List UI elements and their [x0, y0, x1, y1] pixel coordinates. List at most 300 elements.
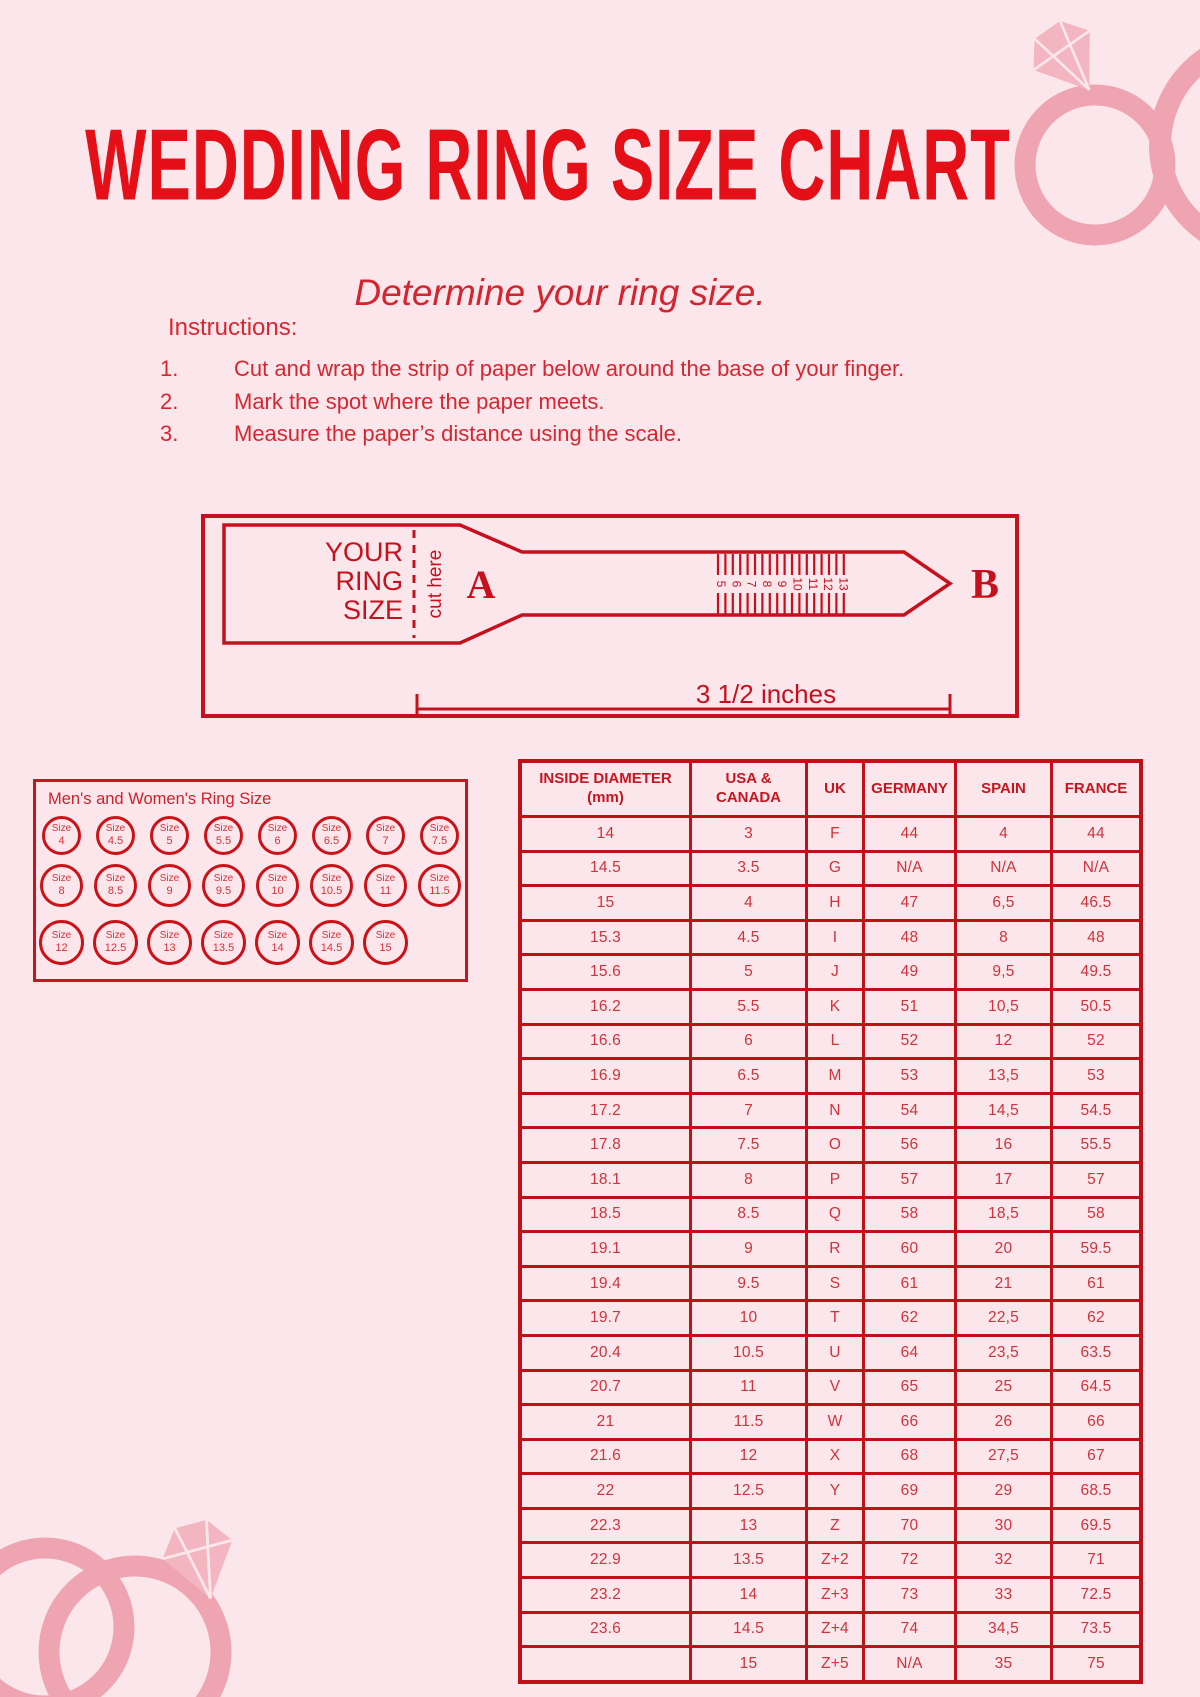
table-cell: 8: [691, 1162, 807, 1197]
ring-size-value: 14: [271, 941, 284, 954]
sizer-label-line1: YOUR: [324, 537, 403, 567]
table-cell: 15.3: [520, 920, 691, 955]
table-row: [520, 1059, 1141, 1094]
table-cell: 73: [864, 1578, 956, 1613]
ruler-scale-number: 6: [729, 580, 744, 588]
table-cell: 63.5: [1052, 1335, 1142, 1370]
table-cell: 58: [864, 1197, 956, 1232]
ring-size-word: Size: [321, 873, 342, 885]
table-cell: R: [807, 1232, 864, 1267]
table-cell: 65: [864, 1370, 956, 1405]
table-cell: 55.5: [1052, 1128, 1142, 1163]
table-cell: 20.7: [520, 1370, 691, 1405]
ring-size-value: 7.5: [431, 834, 448, 847]
ring-size-circle: [96, 816, 135, 855]
table-cell: U: [807, 1335, 864, 1370]
table-cell: 13: [691, 1508, 807, 1543]
table-row: [520, 1543, 1141, 1578]
table-cell: 22: [520, 1474, 691, 1509]
table-header-line: UK: [824, 779, 846, 797]
ring-size-word: Size: [159, 823, 180, 835]
table-column-header: [520, 761, 691, 817]
table-cell: 44: [864, 817, 956, 852]
table-row: [520, 1266, 1141, 1301]
table-row: [520, 851, 1141, 886]
table-cell: Z+3: [807, 1578, 864, 1613]
ring-size-word: Size: [429, 823, 450, 835]
ruler-scale-number: 5: [714, 580, 728, 588]
table-cell: V: [807, 1370, 864, 1405]
table-cell: 22.9: [520, 1543, 691, 1578]
table-cell: F: [807, 817, 864, 852]
table-cell: 6: [691, 1024, 807, 1059]
ring-size-circle: [93, 920, 138, 965]
table-cell: 11: [691, 1370, 807, 1405]
ring-size-word: Size: [429, 873, 450, 885]
ring-size-word: Size: [159, 930, 180, 942]
ring-sizes-panel-title: Men's and Women's Ring Size: [48, 790, 272, 808]
table-row: [520, 1093, 1141, 1128]
ring-size-word: Size: [159, 873, 180, 885]
table-cell: 72: [864, 1543, 956, 1578]
table-cell: Q: [807, 1197, 864, 1232]
table-cell: Z+5: [807, 1647, 864, 1682]
table-cell: 6,5: [956, 886, 1052, 921]
ring-size-value: 11: [379, 884, 392, 897]
ring-size-value: 12.5: [104, 941, 127, 954]
table-cell: M: [807, 1059, 864, 1094]
ring-size-circle: [255, 920, 300, 965]
table-cell: P: [807, 1162, 864, 1197]
table-cell: J: [807, 955, 864, 990]
table-cell: 61: [864, 1266, 956, 1301]
table-cell: T: [807, 1301, 864, 1336]
table-cell: 61: [1052, 1266, 1142, 1301]
table-cell: 75: [1052, 1647, 1142, 1682]
ring-size-word: Size: [105, 873, 126, 885]
table-cell: 73.5: [1052, 1612, 1142, 1647]
ring-size-conversion-table: [518, 759, 1143, 1684]
instruction-text: Cut and wrap the strip of paper below around the base of your finger.: [234, 356, 905, 381]
cut-here-label: cut here: [425, 549, 446, 619]
table-cell: 23.6: [520, 1612, 691, 1647]
table-cell: 16.6: [520, 1024, 691, 1059]
ring-size-value: 13: [163, 941, 176, 954]
table-cell: 14,5: [956, 1093, 1052, 1128]
ring-size-word: Size: [375, 873, 396, 885]
table-cell: 57: [1052, 1162, 1142, 1197]
table-cell: 20.4: [520, 1335, 691, 1370]
table-cell: 33: [956, 1578, 1052, 1613]
table-cell: O: [807, 1128, 864, 1163]
table-cell: 13,5: [956, 1059, 1052, 1094]
table-cell: H: [807, 886, 864, 921]
length-label: 3 1/2 inches: [695, 679, 837, 709]
table-row: [520, 1439, 1141, 1474]
table-cell: 10: [691, 1301, 807, 1336]
table-cell: 21: [520, 1405, 691, 1440]
ring-size-word: Size: [51, 930, 72, 942]
ring-size-value: 6.5: [323, 834, 340, 847]
ring-size-value: 6: [274, 834, 281, 847]
table-column-header: [1052, 761, 1142, 817]
table-cell: 22,5: [956, 1301, 1052, 1336]
table-cell: 68.5: [1052, 1474, 1142, 1509]
table-cell: 15: [520, 886, 691, 921]
ring-size-circle-row: [39, 920, 408, 965]
table-row: [520, 817, 1141, 852]
ring-size-circle: [94, 864, 137, 907]
table-cell: 14.5: [691, 1612, 807, 1647]
ring-size-circle: [148, 864, 191, 907]
table-row: [520, 955, 1141, 990]
instruction-text: Mark the spot where the paper meets.: [234, 388, 605, 414]
ring-size-circle: [42, 816, 81, 855]
table-cell: [520, 1647, 691, 1682]
table-cell: 5.5: [691, 989, 807, 1024]
table-header-line: (mm): [587, 789, 624, 806]
table-cell: 25: [956, 1370, 1052, 1405]
table-cell: 20: [956, 1232, 1052, 1267]
table-cell: 26: [956, 1405, 1052, 1440]
table-cell: 8: [956, 920, 1052, 955]
ring-size-word: Size: [51, 823, 72, 835]
table-cell: I: [807, 920, 864, 955]
table-cell: 69: [864, 1474, 956, 1509]
ruler-scale-number: 11: [805, 577, 820, 591]
table-cell: 53: [1052, 1059, 1142, 1094]
ring-size-value: 9.5: [215, 884, 232, 897]
table-cell: 6.5: [691, 1059, 807, 1094]
table-cell: 62: [1052, 1301, 1142, 1336]
table-header-line: INSIDE DIAMETER: [539, 770, 672, 788]
table-cell: 9: [691, 1232, 807, 1267]
table-cell: 64: [864, 1335, 956, 1370]
table-cell: 44: [1052, 817, 1142, 852]
table-header-line: FRANCE: [1064, 779, 1128, 797]
ring-size-value: 4: [58, 834, 65, 847]
table-cell: 66: [1052, 1405, 1142, 1440]
ring-size-circle-row: [42, 816, 459, 855]
table-cell: X: [807, 1439, 864, 1474]
conversion-table-body: [520, 817, 1141, 1682]
table-cell: 16.9: [520, 1059, 691, 1094]
table-cell: 4.5: [691, 920, 807, 955]
table-cell: 64.5: [1052, 1370, 1142, 1405]
table-cell: 12: [691, 1439, 807, 1474]
table-cell: 17.2: [520, 1093, 691, 1128]
ring-size-value: 8.5: [107, 884, 124, 897]
table-cell: 46.5: [1052, 886, 1142, 921]
table-cell: 53: [864, 1059, 956, 1094]
table-cell: 35: [956, 1647, 1052, 1682]
instructions-heading: Instructions:: [168, 314, 298, 341]
table-cell: 3.5: [691, 851, 807, 886]
ruler-scale-number: 13: [836, 577, 851, 591]
table-cell: 7: [691, 1093, 807, 1128]
table-cell: Y: [807, 1474, 864, 1509]
ring-size-circle: [147, 920, 192, 965]
ring-size-circle: [312, 816, 351, 855]
ring-size-value: 8: [58, 884, 65, 897]
table-cell: 22.3: [520, 1508, 691, 1543]
table-cell: 17.8: [520, 1128, 691, 1163]
table-cell: 69.5: [1052, 1508, 1142, 1543]
table-cell: 17: [956, 1162, 1052, 1197]
table-row: [520, 1162, 1141, 1197]
ring-size-word: Size: [105, 823, 126, 835]
instruction-item: [160, 418, 1060, 451]
table-cell: G: [807, 851, 864, 886]
table-cell: 58: [1052, 1197, 1142, 1232]
table-row: [520, 1474, 1141, 1509]
instruction-number: 1.: [160, 356, 179, 381]
table-cell: 21: [956, 1266, 1052, 1301]
ring-size-circle: [202, 864, 245, 907]
page-title: WEDDING RING SIZE CHART: [85, 107, 1011, 221]
ring-size-value: 10: [271, 884, 284, 897]
decorative-rings-bottom-left-image: [0, 1397, 330, 1697]
table-row: [520, 1578, 1141, 1613]
table-cell: 68: [864, 1439, 956, 1474]
ring-size-value: 13.5: [212, 941, 235, 954]
table-column-header: [807, 761, 864, 817]
table-row: [520, 886, 1141, 921]
table-cell: 16: [956, 1128, 1052, 1163]
table-cell: 4: [691, 886, 807, 921]
table-column-header: [864, 761, 956, 817]
table-cell: 9,5: [956, 955, 1052, 990]
ring-size-value: 15: [379, 941, 392, 954]
ruler-scale-number: 10: [790, 577, 805, 591]
ring-size-word: Size: [213, 930, 234, 942]
table-cell: 18,5: [956, 1197, 1052, 1232]
conversion-table-header: [520, 761, 1141, 817]
table-cell: 19.4: [520, 1266, 691, 1301]
instructions-list: [160, 353, 1060, 451]
table-header-line: USA &: [725, 770, 772, 788]
table-cell: 62: [864, 1301, 956, 1336]
ring-size-circle: [256, 864, 299, 907]
ring-size-circle: [39, 920, 84, 965]
table-cell: 52: [1052, 1024, 1142, 1059]
sizer-label-line2: RING: [335, 566, 403, 596]
ring-size-word: Size: [105, 930, 126, 942]
ruler-scale-number: 9: [775, 580, 790, 588]
table-row: [520, 1024, 1141, 1059]
table-row: [520, 920, 1141, 955]
table-row: [520, 1508, 1141, 1543]
ring-size-value: 9: [166, 884, 173, 897]
ring-size-word: Size: [267, 873, 288, 885]
table-cell: 18.1: [520, 1162, 691, 1197]
table-cell: 4: [956, 817, 1052, 852]
table-cell: 5: [691, 955, 807, 990]
table-cell: N/A: [956, 851, 1052, 886]
table-cell: L: [807, 1024, 864, 1059]
table-cell: 10,5: [956, 989, 1052, 1024]
ring-size-circle: [364, 864, 407, 907]
table-cell: 32: [956, 1543, 1052, 1578]
ring-size-circle-row: [40, 864, 461, 907]
table-cell: 54.5: [1052, 1093, 1142, 1128]
table-row: [520, 1335, 1141, 1370]
ring-size-word: Size: [213, 873, 234, 885]
ring-size-word: Size: [51, 873, 72, 885]
table-row: [520, 1405, 1141, 1440]
table-cell: 14: [520, 817, 691, 852]
ring-size-word: Size: [267, 930, 288, 942]
table-cell: 51: [864, 989, 956, 1024]
table-cell: 21.6: [520, 1439, 691, 1474]
ring-size-word: Size: [267, 823, 288, 835]
ring-size-word: Size: [321, 930, 342, 942]
table-cell: 48: [1052, 920, 1142, 955]
ring-size-value: 14.5: [320, 941, 343, 954]
table-cell: 8.5: [691, 1197, 807, 1232]
ring-size-circle: [150, 816, 189, 855]
table-cell: K: [807, 989, 864, 1024]
table-cell: Z: [807, 1508, 864, 1543]
ring-size-circle: [309, 920, 354, 965]
ring-size-circle: [310, 864, 353, 907]
table-cell: 66: [864, 1405, 956, 1440]
table-cell: 16.2: [520, 989, 691, 1024]
table-cell: 15.6: [520, 955, 691, 990]
table-column-header: [691, 761, 807, 817]
table-cell: 7.5: [691, 1128, 807, 1163]
table-cell: N/A: [864, 851, 956, 886]
table-cell: 12: [956, 1024, 1052, 1059]
table-cell: 34,5: [956, 1612, 1052, 1647]
instruction-number: 2.: [160, 388, 179, 414]
table-cell: 71: [1052, 1543, 1142, 1578]
table-cell: 60: [864, 1232, 956, 1267]
table-cell: S: [807, 1266, 864, 1301]
table-header-line: SPAIN: [981, 779, 1026, 797]
table-cell: 14.5: [520, 851, 691, 886]
ring-sizes-panel: [33, 779, 468, 982]
instruction-item: [160, 353, 1060, 386]
table-cell: 3: [691, 817, 807, 852]
ring-sizer-diagram: [201, 514, 1019, 718]
ruler-scale-number: 7: [744, 580, 759, 588]
table-row: [520, 989, 1141, 1024]
table-cell: Z+2: [807, 1543, 864, 1578]
table-cell: 59.5: [1052, 1232, 1142, 1267]
table-row: [520, 1128, 1141, 1163]
ring-size-circle: [204, 816, 243, 855]
ring-size-value: 5.5: [215, 834, 232, 847]
ring-size-circle: [420, 816, 459, 855]
table-cell: 56: [864, 1128, 956, 1163]
table-cell: 49: [864, 955, 956, 990]
ring-size-word: Size: [375, 823, 396, 835]
table-cell: 48: [864, 920, 956, 955]
ring-size-circle: [258, 816, 297, 855]
table-row: [520, 1612, 1141, 1647]
ruler-scale-numbers: [714, 577, 850, 591]
ring-size-value: 4.5: [107, 834, 124, 847]
ruler-scale-number: 12: [821, 577, 836, 591]
table-header-line: CANADA: [716, 789, 781, 806]
table-cell: 50.5: [1052, 989, 1142, 1024]
table-cell: 72.5: [1052, 1578, 1142, 1613]
instruction-number: 3.: [160, 421, 179, 446]
marker-a-label: A: [466, 562, 496, 607]
subtitle: Determine your ring size.: [354, 272, 766, 313]
ring-size-circle: [40, 864, 83, 907]
ring-size-value: 5: [166, 834, 173, 847]
table-row: [520, 1301, 1141, 1336]
table-cell: N/A: [864, 1647, 956, 1682]
instruction-item: [160, 386, 1060, 419]
table-cell: 57: [864, 1162, 956, 1197]
table-cell: 23.2: [520, 1578, 691, 1613]
table-cell: 19.7: [520, 1301, 691, 1336]
ring-size-value: 12: [55, 941, 68, 954]
ring-size-circle: [418, 864, 461, 907]
measurement-line: [417, 694, 950, 716]
table-row: [520, 1370, 1141, 1405]
ring-size-word: Size: [321, 823, 342, 835]
table-column-header: [956, 761, 1052, 817]
ring-size-word: Size: [375, 930, 396, 942]
ring-size-circle: [366, 816, 405, 855]
marker-b-label: B: [970, 562, 1000, 608]
table-cell: 10.5: [691, 1335, 807, 1370]
table-header-line: GERMANY: [871, 779, 948, 797]
ring-size-word: Size: [213, 823, 234, 835]
ruler-scale-number: 8: [759, 580, 774, 588]
table-cell: 67: [1052, 1439, 1142, 1474]
table-cell: 15: [691, 1647, 807, 1682]
table-cell: 52: [864, 1024, 956, 1059]
table-cell: 54: [864, 1093, 956, 1128]
sizer-label-line3: SIZE: [342, 595, 403, 625]
table-cell: 27,5: [956, 1439, 1052, 1474]
table-cell: N: [807, 1093, 864, 1128]
table-cell: 47: [864, 886, 956, 921]
table-cell: 49.5: [1052, 955, 1142, 990]
table-row: [520, 1197, 1141, 1232]
table-cell: 11.5: [691, 1405, 807, 1440]
table-cell: N/A: [1052, 851, 1142, 886]
table-cell: 14: [691, 1578, 807, 1613]
ring-size-value: 11.5: [429, 884, 450, 897]
instructions-section: [160, 314, 1060, 451]
ring-size-value: 10.5: [320, 884, 343, 897]
table-cell: 23,5: [956, 1335, 1052, 1370]
ring-size-value: 7: [382, 834, 389, 847]
table-cell: Z+4: [807, 1612, 864, 1647]
table-cell: W: [807, 1405, 864, 1440]
table-cell: 74: [864, 1612, 956, 1647]
table-cell: 12.5: [691, 1474, 807, 1509]
instruction-text: Measure the paper’s distance using the scale.: [234, 421, 683, 446]
table-cell: 70: [864, 1508, 956, 1543]
table-cell: 18.5: [520, 1197, 691, 1232]
ring-size-circle: [363, 920, 408, 965]
table-row: [520, 1647, 1141, 1682]
table-cell: 29: [956, 1474, 1052, 1509]
table-row: [520, 1232, 1141, 1267]
table-cell: 19.1: [520, 1232, 691, 1267]
table-cell: 9.5: [691, 1266, 807, 1301]
ring-size-circle: [201, 920, 246, 965]
table-cell: 30: [956, 1508, 1052, 1543]
table-cell: 13.5: [691, 1543, 807, 1578]
